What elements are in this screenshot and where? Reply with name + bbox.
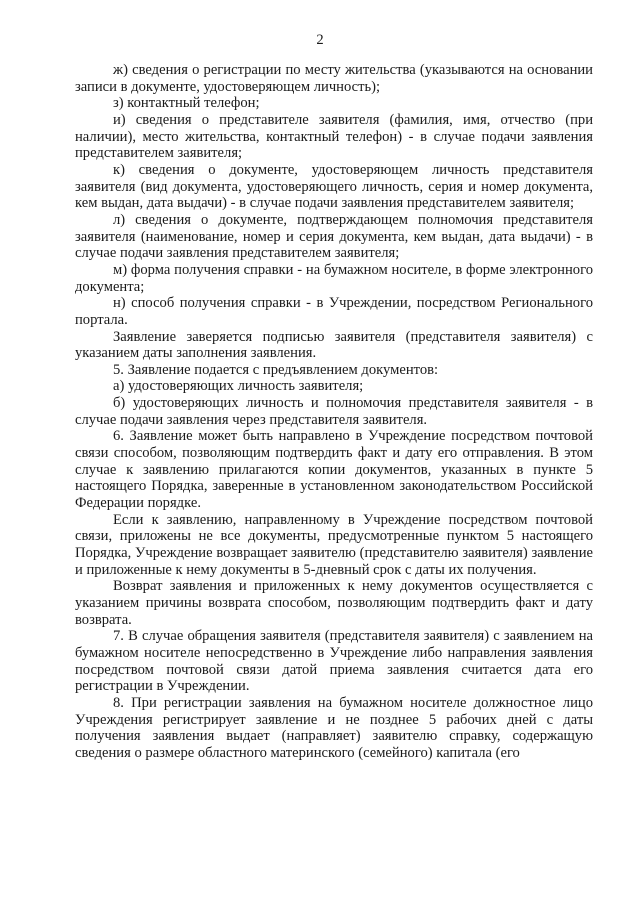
paragraph-item-z: з) контактный телефон; [113, 95, 260, 112]
paragraph-section-5: 5. Заявление подается с предъявлением документов: [113, 361, 439, 378]
document-body [75, 62, 593, 762]
paragraph-item-m: м) форма получения справки - на бумажном носителе, в форме электронного документа; [75, 261, 593, 295]
paragraph-item-i: и) сведения о представителе заявителя (фамилия, имя, отчество (при наличии), место жительства, контактный телефон) - в случае подачи заявления представителем заявителя; [75, 111, 593, 162]
paragraph-section-6-incomplete: Если к заявлению, направленному в Учреждение посредством почтовой связи, приложены не все документы, предусмотренные пунктом 5 настоящего Порядка, Учреждение возвращает заявителю (представителю заявителя) заявление и приложенные к нему документы в 5-дневный срок с даты их получения. [75, 511, 593, 578]
paragraph-section-8: 8. При регистрации заявления на бумажном носителе должностное лицо Учреждения регистрирует заявление и не позднее 5 рабочих дней с даты получения заявления выдает (направляет) заявителю справку, содержащую сведения о размере областного материнского (семейного) капитала (его [75, 694, 593, 761]
paragraph-section-6-return: Возврат заявления и приложенных к нему документов осуществляется с указанием причины возврата способом, позволяющим подтвердить факт и дату возврата. [75, 578, 593, 628]
paragraph-item-zh: ж) сведения о регистрации по месту жительства (указываются на основании записи в документе, удостоверяющем личность); [75, 62, 593, 95]
paragraph-section-5-a: а) удостоверяющих личность заявителя; [113, 378, 364, 395]
paragraph-section-7: 7. В случае обращения заявителя (представителя заявителя) с заявлением на бумажном носителе непосредственно в Учреждение либо направления заявления посредством почтовой связи датой приема заявления считается дата его регистрации в Учреждении. [75, 628, 593, 695]
paragraph-section-6: 6. Заявление может быть направлено в Учреждение посредством почтовой связи способом, позволяющим подтвердить факт и дату его отправления. В этом случае к заявлению прилагаются копии документов, указанных в пункте 5 настоящего Порядка, заверенные в установленном законодательством Российской Федерации порядке. [75, 428, 593, 512]
paragraph-item-l: л) сведения о документе, подтверждающем полномочия представителя заявителя (наименование, номер и серия документа, кем выдан, дата выдачи) - в случае подачи заявления представителем заявителя; [75, 211, 593, 262]
paragraph-section-5-b: б) удостоверяющих личность и полномочия представителя заявителя - в случае подачи заявления через представителя заявителя. [75, 395, 593, 428]
paragraph-item-n: н) способ получения справки - в Учреждении, посредством Регионального портала. [75, 295, 593, 328]
paragraph-item-k: к) сведения о документе, удостоверяющем личность представителя заявителя (вид документа, удостоверяющего личность, серия и номер документа, кем выдан, дата выдачи) - в случае подачи заявления представителем заявителя; [75, 161, 593, 212]
page-number: 2 [316, 32, 324, 48]
paragraph-signature: Заявление заверяется подписью заявителя (представителя заявителя) с указанием даты заполнения заявления. [75, 328, 593, 362]
